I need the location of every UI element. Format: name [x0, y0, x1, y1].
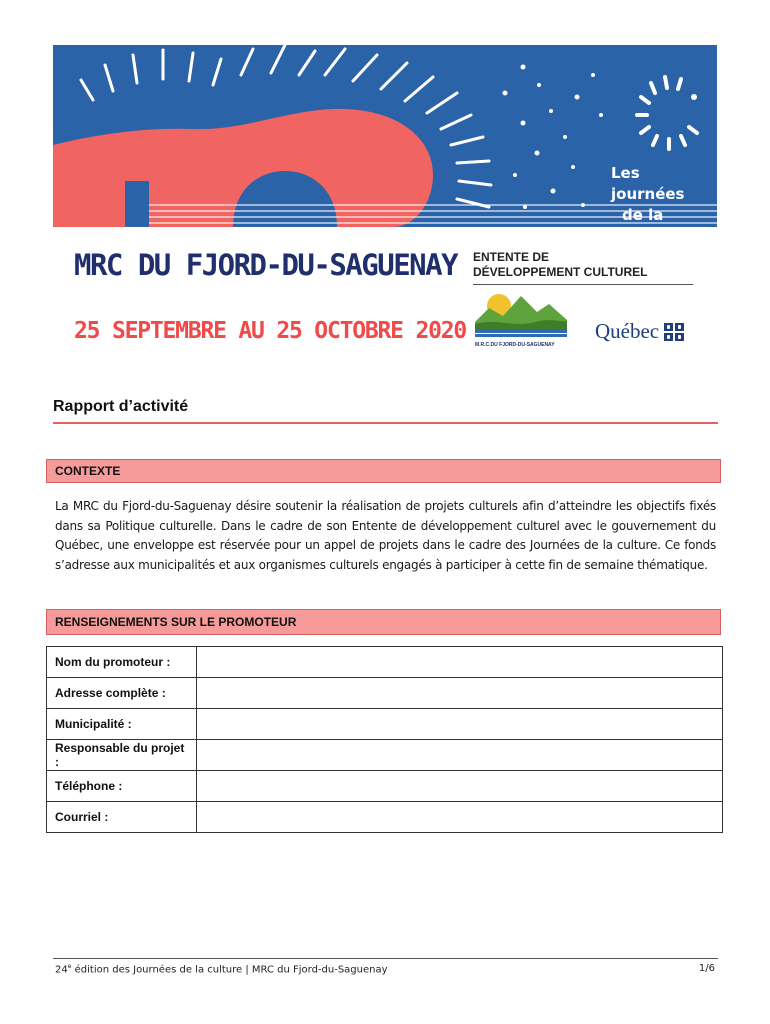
table-row — [47, 771, 723, 802]
brand-line-1: Les journées — [611, 164, 685, 203]
guitar-bridge — [125, 181, 149, 227]
edition-number: 24 — [55, 964, 68, 976]
fleur-de-lys-flag-icon — [664, 323, 684, 341]
event-dates: 25 SEPTEMBRE AU 25 OCTOBRE 2020 — [74, 318, 467, 344]
page-title: MRC DU FJORD-DU-SAGUENAY — [74, 248, 458, 282]
mrc-mountains-icon — [475, 288, 570, 340]
field-label-email: Courriel : — [47, 802, 197, 833]
table-row — [47, 740, 723, 771]
page-number: 1/6 — [698, 963, 715, 974]
quebec-logo — [595, 319, 684, 344]
field-label-promoter-name: Nom du promoteur : — [47, 647, 197, 678]
title-divider — [53, 422, 718, 424]
journees-culture-logo-text — [611, 163, 717, 247]
entente-line-2: DÉVELOPPEMENT CULTUREL — [473, 265, 648, 279]
event-banner — [53, 45, 717, 245]
phone-field[interactable] — [197, 771, 723, 802]
edition-suffix: e — [67, 963, 72, 970]
confetti-dots — [503, 65, 604, 210]
journees-culture-logo-symbol — [637, 77, 697, 149]
promoter-info-table — [46, 646, 723, 833]
table-row — [47, 802, 723, 833]
table-row — [47, 709, 723, 740]
mrc-logo-caption: M.R.C.DU FJORD-DU-SAGUENAY — [475, 342, 555, 348]
promoter-name-field[interactable] — [197, 647, 723, 678]
mrc-logo — [475, 288, 570, 348]
footer-text — [55, 963, 388, 975]
municipality-field[interactable] — [197, 709, 723, 740]
brand-line-2: de la culture — [622, 206, 683, 245]
footer-divider — [53, 958, 718, 959]
entente-line-1: ENTENTE DE — [473, 250, 550, 264]
context-paragraph: La MRC du Fjord-du-Saguenay désire soutenir la réalisation de projets culturels afin d’atteindre les objectifs fixés dans sa Politique culturelle. Dans le cadre de son Entente de développement culturel avec le gouvernement du Québec, une enveloppe est réservée pour un appel de projets dans le cadre des Journées de la culture. Ce fonds s’adresse aux municipalités et aux organismes culturels engagés à participer à cette fin de semaine thématique. — [55, 499, 716, 572]
table-row — [47, 647, 723, 678]
field-label-municipality: Municipalité : — [47, 709, 197, 740]
field-label-address: Adresse complète : — [47, 678, 197, 709]
table-row — [47, 678, 723, 709]
quebec-wordmark: Québec — [595, 319, 660, 343]
email-field[interactable] — [197, 802, 723, 833]
section-heading-context: CONTEXTE — [46, 459, 721, 483]
section-heading-promoter: RENSEIGNEMENTS SUR LE PROMOTEUR — [46, 609, 721, 635]
address-field[interactable] — [197, 678, 723, 709]
report-title: Rapport d’activité — [53, 398, 189, 415]
entente-label — [473, 250, 693, 285]
footer-label: édition des Journées de la culture | MRC du Fjord-du-Saguenay — [71, 964, 388, 976]
project-manager-field[interactable] — [197, 740, 723, 771]
field-label-phone: Téléphone : — [47, 771, 197, 802]
field-label-project-manager: Responsable du projet : — [47, 740, 197, 771]
